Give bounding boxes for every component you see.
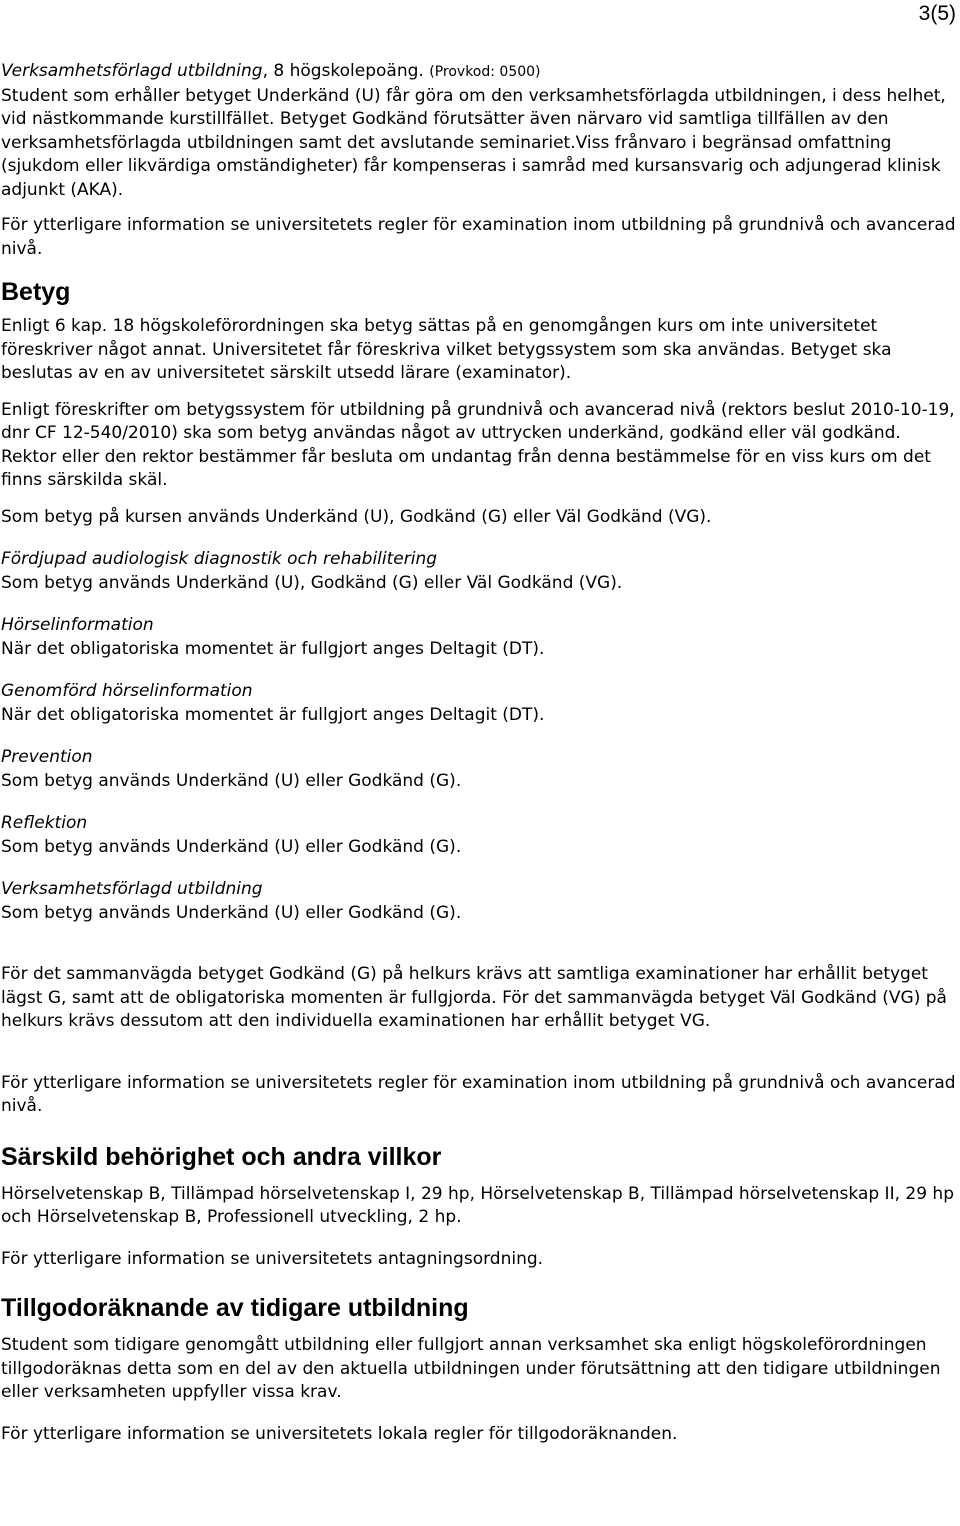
examination-info: För ytterligare information se universitetets regler för examination inom utbildning på grundnivå och avancerad nivå. [1,215,956,259]
grade-item [1,878,956,925]
grade-item-text: Som betyg används Underkänd (U) eller Godkänd (G). [1,770,462,791]
grade-item-name: Hörselinformation [1,615,154,635]
page-number: 3(5) [918,2,956,25]
intro-provkod: (Provkod: 0500) [429,64,541,80]
intro-credits: , 8 högskolepoäng. [262,61,424,81]
behorighet-paragraph-2: För ytterligare information se universitetets antagningsordning. [1,1248,544,1269]
grade-item-text: Som betyg används Underkänd (U), Godkänd (G) eller Väl Godkänd (VG). [1,572,623,593]
behorighet-paragraph-1: Hörselvetenskap B, Tillämpad hörselvetenskap I, 29 hp, Hörselvetenskap B, Tillämpad hörselvetenskap II, 29 hp och Hörselvetenskap B, Professionell utveckling, 2 hp. [1,1183,954,1227]
grade-item-name: Fördjupad audiologisk diagnostik och rehabilitering [1,549,438,569]
grade-item [1,812,956,859]
grade-item-name: Genomförd hörselinformation [1,681,253,701]
grade-item [1,614,956,661]
betyg-heading: Betyg [1,278,71,306]
tillgodo-heading: Tillgodoräknande av tidigare utbildning [1,1294,469,1322]
betyg-paragraph-2: Enligt föreskrifter om betygssystem för utbildning på grundnivå och avancerad nivå (rektors beslut 2010-10-19, dnr CF 12-540/2010) ska som betyg användas något av uttrycken underkänd, godkänd eller väl godkänd. Rektor eller den rektor bestämmer får besluta om undantag från denna bestämmelse för en viss kurs om det finns särskilda skäl. [1,399,955,490]
grade-item-name: Verksamhetsförlagd utbildning [1,879,263,899]
grade-item-text: Som betyg används Underkänd (U) eller Godkänd (G). [1,836,462,857]
behorighet-heading: Särskild behörighet och andra villkor [1,1142,442,1171]
grade-item [1,548,956,595]
betyg-paragraph-5: För ytterligare information se universitetets regler för examination inom utbildning på grundnivå och avancerad nivå. [1,1072,956,1116]
grade-item-name: Reflektion [1,813,88,833]
grade-item [1,746,956,793]
intro-text: Student som erhåller betyget Underkänd (U) får göra om den verksamhetsförlagda utbildningen, i dess helhet, vid nästkommande kurstillfället. Betyget Godkänd förutsätter även närvaro vid samtliga tillfällen av den verksamhetsförlagda utbildningen samt det avslutande seminariet.Viss frånvaro i begränsad omfattning (sjukdom eller likvärdiga omständigheter) får kompenseras i samråd med kursansvarig och adjungerad klinisk adjunkt (AKA). [1,85,946,200]
tillgodo-paragraph-1: Student som tidigare genomgått utbildning eller fullgjort annan verksamhet ska enligt högskoleförordningen tillgodoräknas detta som en del av den aktuella utbildningen under förutsättning att den tidigare utbildningen eller verksamheten uppfyller vissa krav. [1,1335,941,1402]
grade-item [1,680,956,727]
betyg-paragraph-4: För det sammanvägda betyget Godkänd (G) på helkurs krävs att samtliga examinationer har erhållit betyget lägst G, samt att de obligatoriska momenten är fullgjorda. För det sammanvägda betyget Väl Godkänd (VG) på helkurs krävs dessutom att den individuella examinationen har erhållit betyget VG. [1,964,947,1031]
grade-item-name: Prevention [1,747,93,767]
intro-course-name: Verksamhetsförlagd utbildning [1,61,263,81]
grade-item-text: När det obligatoriska momentet är fullgjort anges Deltagit (DT). [1,638,545,659]
tillgodo-paragraph-2: För ytterligare information se universitetets lokala regler för tillgodoräknanden. [1,1423,678,1444]
intro-paragraph [1,60,956,202]
grade-item-text: När det obligatoriska momentet är fullgjort anges Deltagit (DT). [1,704,545,725]
betyg-paragraph-1: Enligt 6 kap. 18 högskoleförordningen ska betyg sättas på en genomgången kurs om inte universitetet föreskriver något annat. Universitetet får föreskriva vilket betygssystem som ska användas. Betyget ska beslutas av en av universitetet särskilt utsedd lärare (examinator). [1,316,892,383]
betyg-paragraph-3: Som betyg på kursen används Underkänd (U), Godkänd (G) eller Väl Godkänd (VG). [1,506,712,527]
grade-item-text: Som betyg används Underkänd (U) eller Godkänd (G). [1,902,462,923]
document-body [1,60,956,1446]
